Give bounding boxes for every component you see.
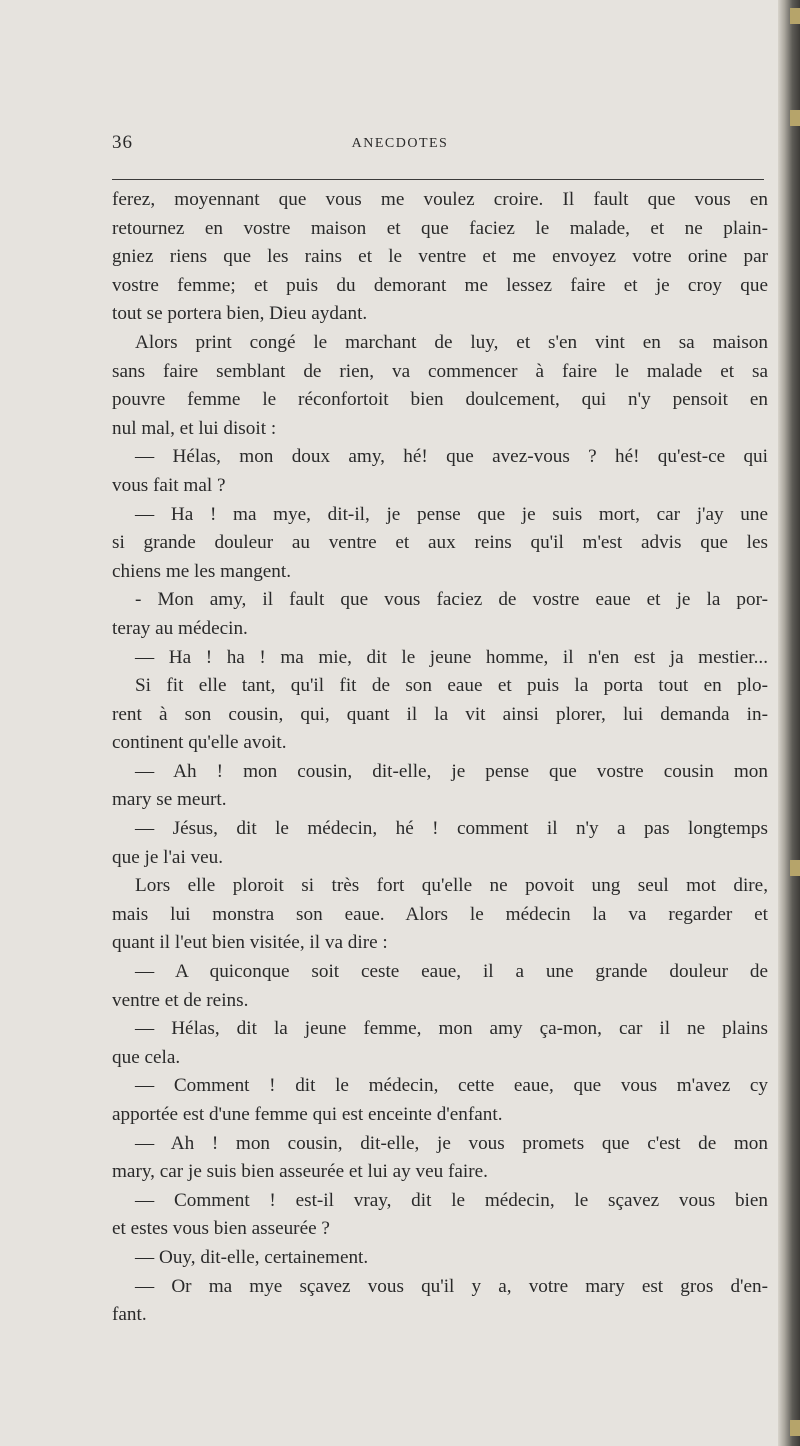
- text-line: — Hélas, mon doux amy, hé! que avez-vous ? hé! qu'est-ce qui: [135, 446, 768, 468]
- text-line: tout se portera bien, Dieu aydant.: [112, 303, 368, 325]
- text-line: — Ah ! mon cousin, dit-elle, je vous promets que c'est de mon: [135, 1132, 768, 1154]
- text-line: ventre et de reins.: [112, 989, 249, 1011]
- text-line: — Ouy, dit-elle, certainement.: [135, 1246, 369, 1268]
- running-title: ANECDOTES: [351, 136, 449, 151]
- text-line: — Ha ! ma mye, dit-il, je pense que je suis mort, car j'ay une: [135, 503, 768, 525]
- text-line: — A quiconque soit ceste eaue, il a une grande douleur de: [135, 961, 768, 983]
- text-line: chiens me les mangent.: [112, 560, 292, 582]
- body-text: [112, 186, 768, 1330]
- text-line: rent à son cousin, qui, quant il la vit ainsi plorer, lui demanda in-: [112, 703, 768, 725]
- text-line: teray au médecin.: [112, 617, 248, 639]
- text-line: mary se meurt.: [112, 789, 227, 811]
- text-line: sans faire semblant de rien, va commencer à faire le malade et sa: [112, 360, 768, 382]
- text-line: si grande douleur au ventre et aux reins qu'il m'est advis que les: [112, 532, 768, 554]
- text-line: Lors elle ploroit si très fort qu'elle ne povoit ung seul mot dire,: [135, 875, 768, 897]
- text-line: — Hélas, dit la jeune femme, mon amy ça-mon, car il ne plains: [135, 1018, 768, 1040]
- header-rule: [112, 179, 764, 180]
- text-line: mary, car je suis bien asseurée et lui ay veu faire.: [112, 1161, 488, 1183]
- text-line: — Jésus, dit le médecin, hé ! comment il n'y a pas longtemps: [135, 818, 768, 840]
- text-line: gniez riens que les rains et le ventre et me envoyez votre orine par: [112, 246, 768, 268]
- text-line: nul mal, et lui disoit :: [112, 417, 277, 439]
- text-line: Alors print congé le marchant de luy, et s'en vint en sa maison: [135, 331, 768, 353]
- text-line: vostre femme; et puis du demorant me lessez faire et je croy que: [112, 274, 768, 296]
- text-line: — Ha ! ha ! ma mie, dit le jeune homme, il n'en est ja mestier...: [135, 646, 768, 668]
- text-line: — Or ma mye sçavez vous qu'il y a, votre mary est gros d'en-: [135, 1275, 768, 1297]
- page-edge-mark: [790, 8, 800, 24]
- text-line: ferez, moyennant que vous me voulez croire. Il fault que vous en: [112, 189, 768, 210]
- page-number: 36: [112, 132, 133, 153]
- text-line: et estes vous bien asseurée ?: [112, 1218, 330, 1240]
- text-line: — Ah ! mon cousin, dit-elle, je pense que vostre cousin mon: [135, 760, 768, 782]
- text-line: que je l'ai veu.: [112, 846, 224, 868]
- text-line: quant il l'eut bien visitée, il va dire :: [112, 932, 388, 954]
- text-line: pouvre femme le réconfortoit bien doulcement, qui n'y pensoit en: [112, 389, 768, 411]
- text-line: — Comment ! dit le médecin, cette eaue, que vous m'avez cy: [135, 1075, 768, 1097]
- text-line: — Comment ! est-il vray, dit le médecin, le sçavez vous bien: [135, 1189, 768, 1211]
- text-line: vous fait mal ?: [112, 474, 226, 496]
- text-line: retournez en vostre maison et que faciez le malade, et ne plain-: [112, 217, 768, 239]
- text-line: mais lui monstra son eaue. Alors le médecin la va regarder et: [112, 903, 768, 925]
- text-line: que cela.: [112, 1046, 181, 1068]
- text-line: continent qu'elle avoit.: [112, 732, 287, 754]
- text-line: Si fit elle tant, qu'il fit de son eaue et puis la porta tout en plo-: [135, 675, 768, 697]
- text-line: fant.: [112, 1304, 147, 1326]
- page-edge-mark: [790, 860, 800, 876]
- text-line: - Mon amy, il fault que vous faciez de vostre eaue et je la por-: [135, 589, 768, 611]
- page-edge-mark: [790, 110, 800, 126]
- page-edge-mark: [790, 1420, 800, 1436]
- book-page-edge: [778, 0, 800, 1446]
- text-line: apportée est d'une femme qui est enceinte d'enfant.: [112, 1104, 503, 1125]
